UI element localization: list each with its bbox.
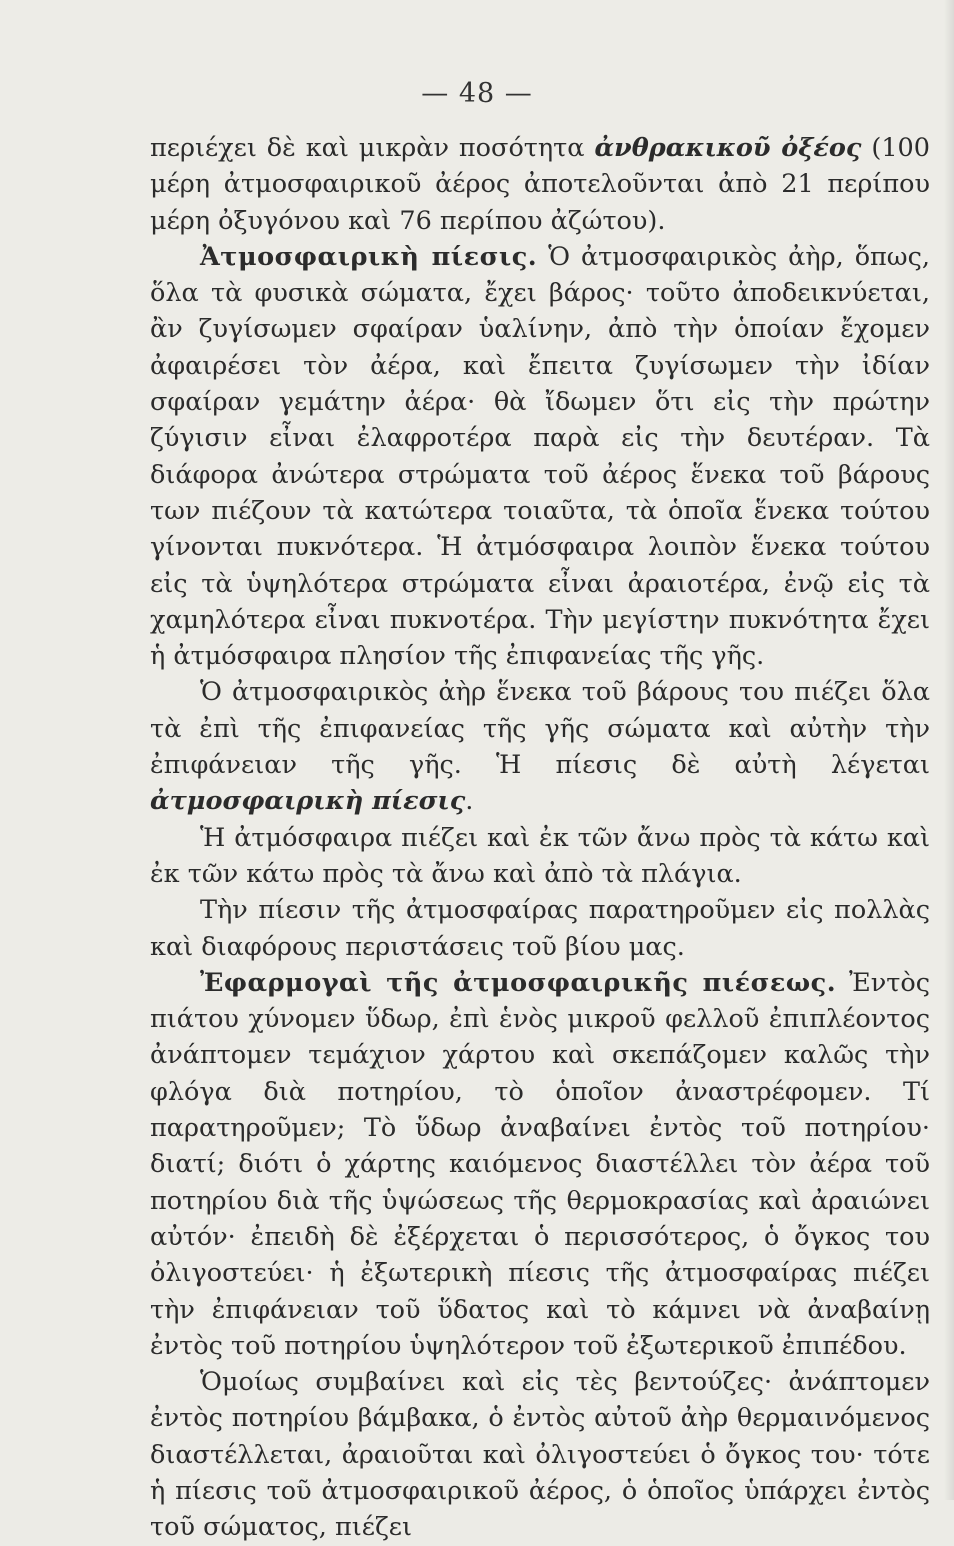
paragraph-4 [150,820,930,893]
paragraph-2 [150,239,930,675]
paragraph-3 [150,674,930,819]
section-heading-atmospheric-pressure: Ἀτμοσφαιρικὴ πίεσις. [200,241,538,272]
page-edge-shadow [944,0,954,1500]
text-run: . [465,786,474,817]
text-run: Τὴν πίεσιν τῆς ἀτμοσφαίρας παρατηροῦμεν εἰς πολλὰς καὶ διαφόρους περιστάσεις τοῦ βίου μας. [150,895,930,962]
section-heading-applications: Ἐφαρμογαὶ τῆς ἀτμοσφαιρικῆς πιέσεως. [200,967,837,998]
text-run: (100 μέρη ἀτμοσφαιρικοῦ ἀέρος ἀποτελοῦνται ἀπὸ 21 περίπου μέρη ὀξυγόνου καὶ 76 περίπου ἀζώτου). [150,133,930,236]
text-run: Ὁμοίως συμβαίνει καὶ εἰς τὲς βεντούζες· ἀνάπτομεν ἐντὸς ποτηρίου βάμβακα, ὁ ἐντὸς αὐτοῦ ἀὴρ θερμαινόμενος διαστέλλεται, ἀραιοῦται καὶ ὀλιγοστεύει ὁ ὄγκος του· τότε ἡ πίεσις τοῦ ἀτμοσφαιρικοῦ ἀέρος, ὁ ὁποῖος ὑπάρχει ἐντὸς τοῦ σώματος, πιέζει [150,1367,930,1543]
text-run: Ὁ ἀτμοσφαιρικὸς ἀὴρ ἕνεκα τοῦ βάρους του πιέζει ὅλα τὰ ἐπὶ τῆς ἐπιφανείας τῆς γῆς σώματα καὶ αὐτὴν τὴν ἐπιφάνειαν τῆς γῆς. Ἡ πίεσις δὲ αὐτὴ λέγεται [150,677,930,781]
page-number: — 48 — [421,78,533,109]
text-run: Ἡ ἀτμόσφαιρα πιέζει καὶ ἐκ τῶν ἄνω πρὸς τὰ κάτω καὶ ἐκ τῶν κάτω πρὸς τὰ ἄνω καὶ ἀπὸ τὰ πλάγια. [150,822,930,889]
emphasis-atmospheric-pressure: ἀτμοσφαιρικὴ πίεσις [150,786,466,817]
body-text [150,130,930,1546]
emphasis-carbonic-acid: ἀνθρακικοῦ ὀξέος [594,133,862,163]
paragraph-5 [150,892,930,965]
text-run: περιέχει δὲ καὶ μικρὰν ποσότητα [150,133,595,163]
text-run: Ἐντὸς πιάτου χύνομεν ὕδωρ, ἐπὶ ἑνὸς μικροῦ φελλοῦ ἐπιπλέοντος ἀνάπτομεν τεμάχιον χάρτου καὶ σκεπάζομεν καλῶς τὴν φλόγα διὰ ποτηρίου, τὸ ὁποῖον ἀναστρέφομεν. Τί παρατηροῦμεν; Τὸ ὕδωρ ἀναβαίνει ἐντὸς τοῦ ποτηρίου· διατί; διότι ὁ χάρτης καιόμενος διαστέλλει τὸν ἀέρα τοῦ ποτηρίου διὰ τῆς ὑψώσεως τῆς θερμοκρασίας καὶ ἀραιώνει αὐτόν· ἐπειδὴ δὲ ἐξέρχεται ὁ περισσότερος, ὁ ὄγκος του ὀλιγοστεύει· ἡ ἐξωτερικὴ πίεσις τῆς ἀτμοσφαίρας πιέζει τὴν ἐπιφάνειαν τοῦ ὕδατος καὶ τὸ κάμνει νὰ ἀναβαίνῃ ἐντὸς τοῦ ποτηρίου ὑψηλότερον τοῦ ἐξωτερικοῦ ἐπιπέδου. [150,967,930,1361]
paragraph-1 [150,130,930,239]
paragraph-6 [150,965,930,1364]
paragraph-7 [150,1364,930,1545]
text-run: Ὁ ἀτμοσφαιρικὸς ἀὴρ, ὅπως, ὅλα τὰ φυσικὰ σώματα, ἔχει βάρος· τοῦτο ἀποδεικνύεται, ἂν ζυγίσωμεν σφαίραν ὑαλίνην, ἀπὸ τὴν ὁποίαν ἔχομεν ἀφαιρέσει τὸν ἀέρα, καὶ ἔπειτα ζυγίσωμεν τὴν ἰδίαν σφαίραν γεμάτην ἀέρα· θὰ ἴδωμεν ὅτι εἰς τὴν πρώτην ζύγισιν εἶναι ἐλαφροτέρα παρὰ εἰς τὴν δευτέραν. Τὰ διάφορα ἀνώτερα στρώματα τοῦ ἀέρος ἕνεκα τοῦ βάρους των πιέζουν τὰ κατώτερα τοιαῦτα, τὰ ὁποῖα ἕνεκα τούτου γίνονται πυκνότερα. Ἡ ἀτμόσφαιρα λοιπὸν ἕνεκα τούτου εἰς τὰ ὑψηλότερα στρώματα εἶναι ἀραιοτέρα, ἐνῷ εἰς τὰ χαμηλότερα εἶναι πυκνοτέρα. Τὴν μεγίστην πυκνότητα ἔχει ἡ ἀτμόσφαιρα πλησίον τῆς ἐπιφανείας τῆς γῆς. [150,241,930,672]
